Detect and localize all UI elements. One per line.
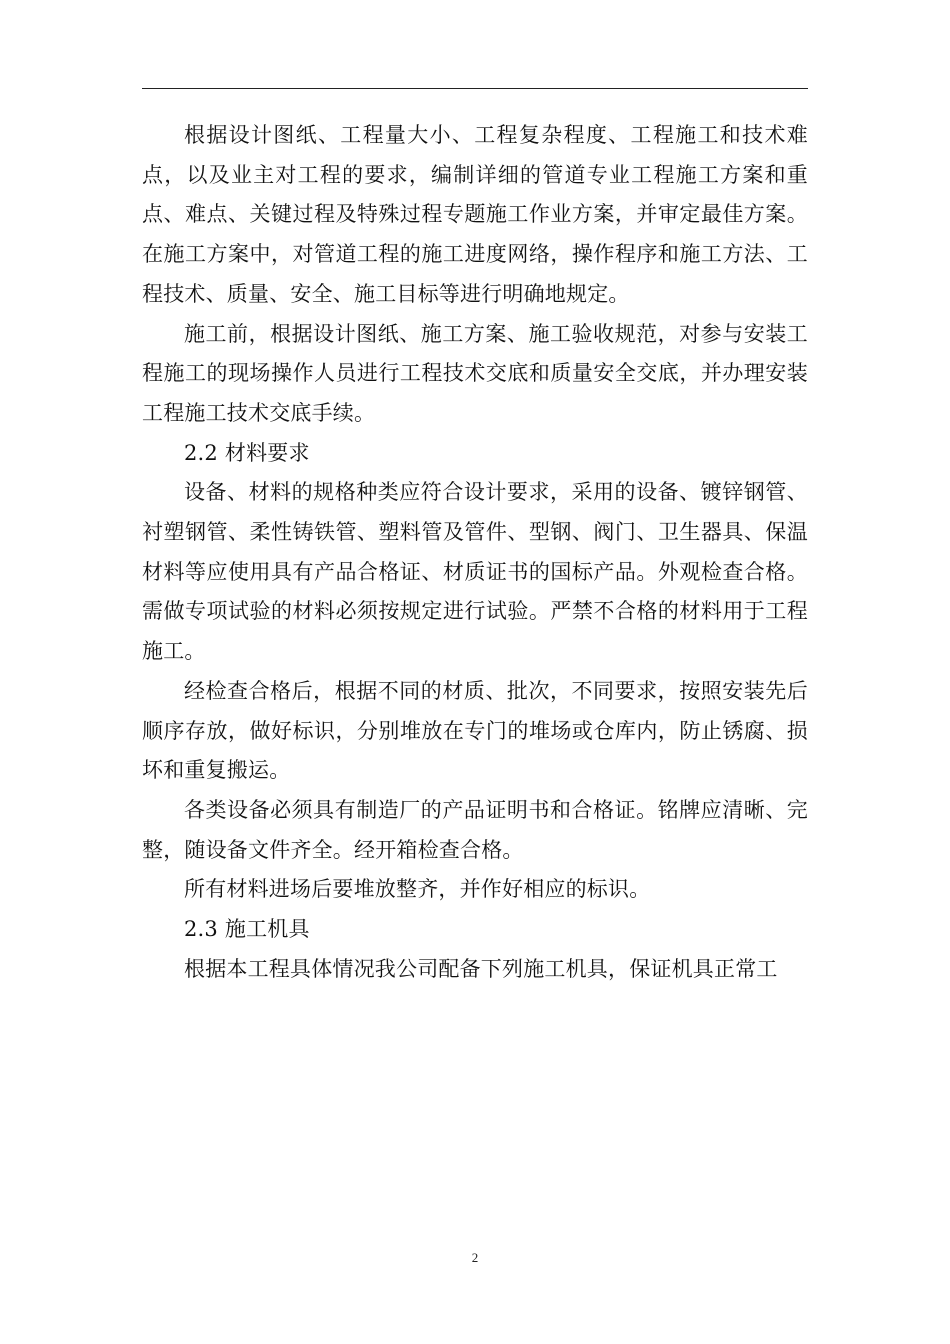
section-heading-construction-machinery: 2.3 施工机具 bbox=[184, 917, 310, 942]
paragraph-material-specs: 设备、材料的规格种类应符合设计要求，采用的设备、镀锌钢管、衬塑钢管、柔性铸铁管、塑料管及管件、型钢、阀门、卫生器具、保温材料等应使用具有产品合格证、材质证书的国标产品。外观检查合格。需做专项试验的材料必须按规定进行试验。严禁不合格的材料用于工程施工。 bbox=[142, 480, 808, 664]
paragraph-pre-construction-briefing: 施工前，根据设计图纸、施工方案、施工验收规范，对参与安装工程施工的现场操作人员进行工程技术交底和质量安全交底，并办理安装工程施工技术交底手续。 bbox=[142, 321, 808, 425]
page-number: 2 bbox=[471, 1250, 479, 1265]
paragraph-equipment-certificates: 各类设备必须具有制造厂的产品证明书和合格证。铭牌应清晰、完整，随设备文件齐全。经开箱检查合格。 bbox=[142, 797, 808, 862]
paragraph-material-stacking: 所有材料进场后要堆放整齐，并作好相应的标识。 bbox=[184, 877, 651, 902]
header-rule bbox=[142, 88, 808, 89]
paragraph-material-storage: 经检查合格后，根据不同的材质、批次，不同要求，按照安装先后顺序存放，做好标识，分别堆放在专门的堆场或仓库内，防止锈腐、损坏和重复搬运。 bbox=[142, 678, 808, 783]
document-body bbox=[142, 116, 808, 989]
section-heading-material-requirements: 2.2 材料要求 bbox=[184, 440, 310, 465]
paragraph-construction-plan: 根据设计图纸、工程量大小、工程复杂程度、工程施工和技术难点，以及业主对工程的要求，编制详细的管道专业工程施工方案和重点、难点、关键过程及特殊过程专题施工作业方案，并审定最佳方案。在施工方案中，对管道工程的施工进度网络，操作程序和施工方法、工程技术、质量、安全、施工目标等进行明确地规定。 bbox=[142, 123, 808, 306]
paragraph-machinery-provision: 根据本工程具体情况我公司配备下列施工机具，保证机具正常工 bbox=[184, 956, 778, 981]
